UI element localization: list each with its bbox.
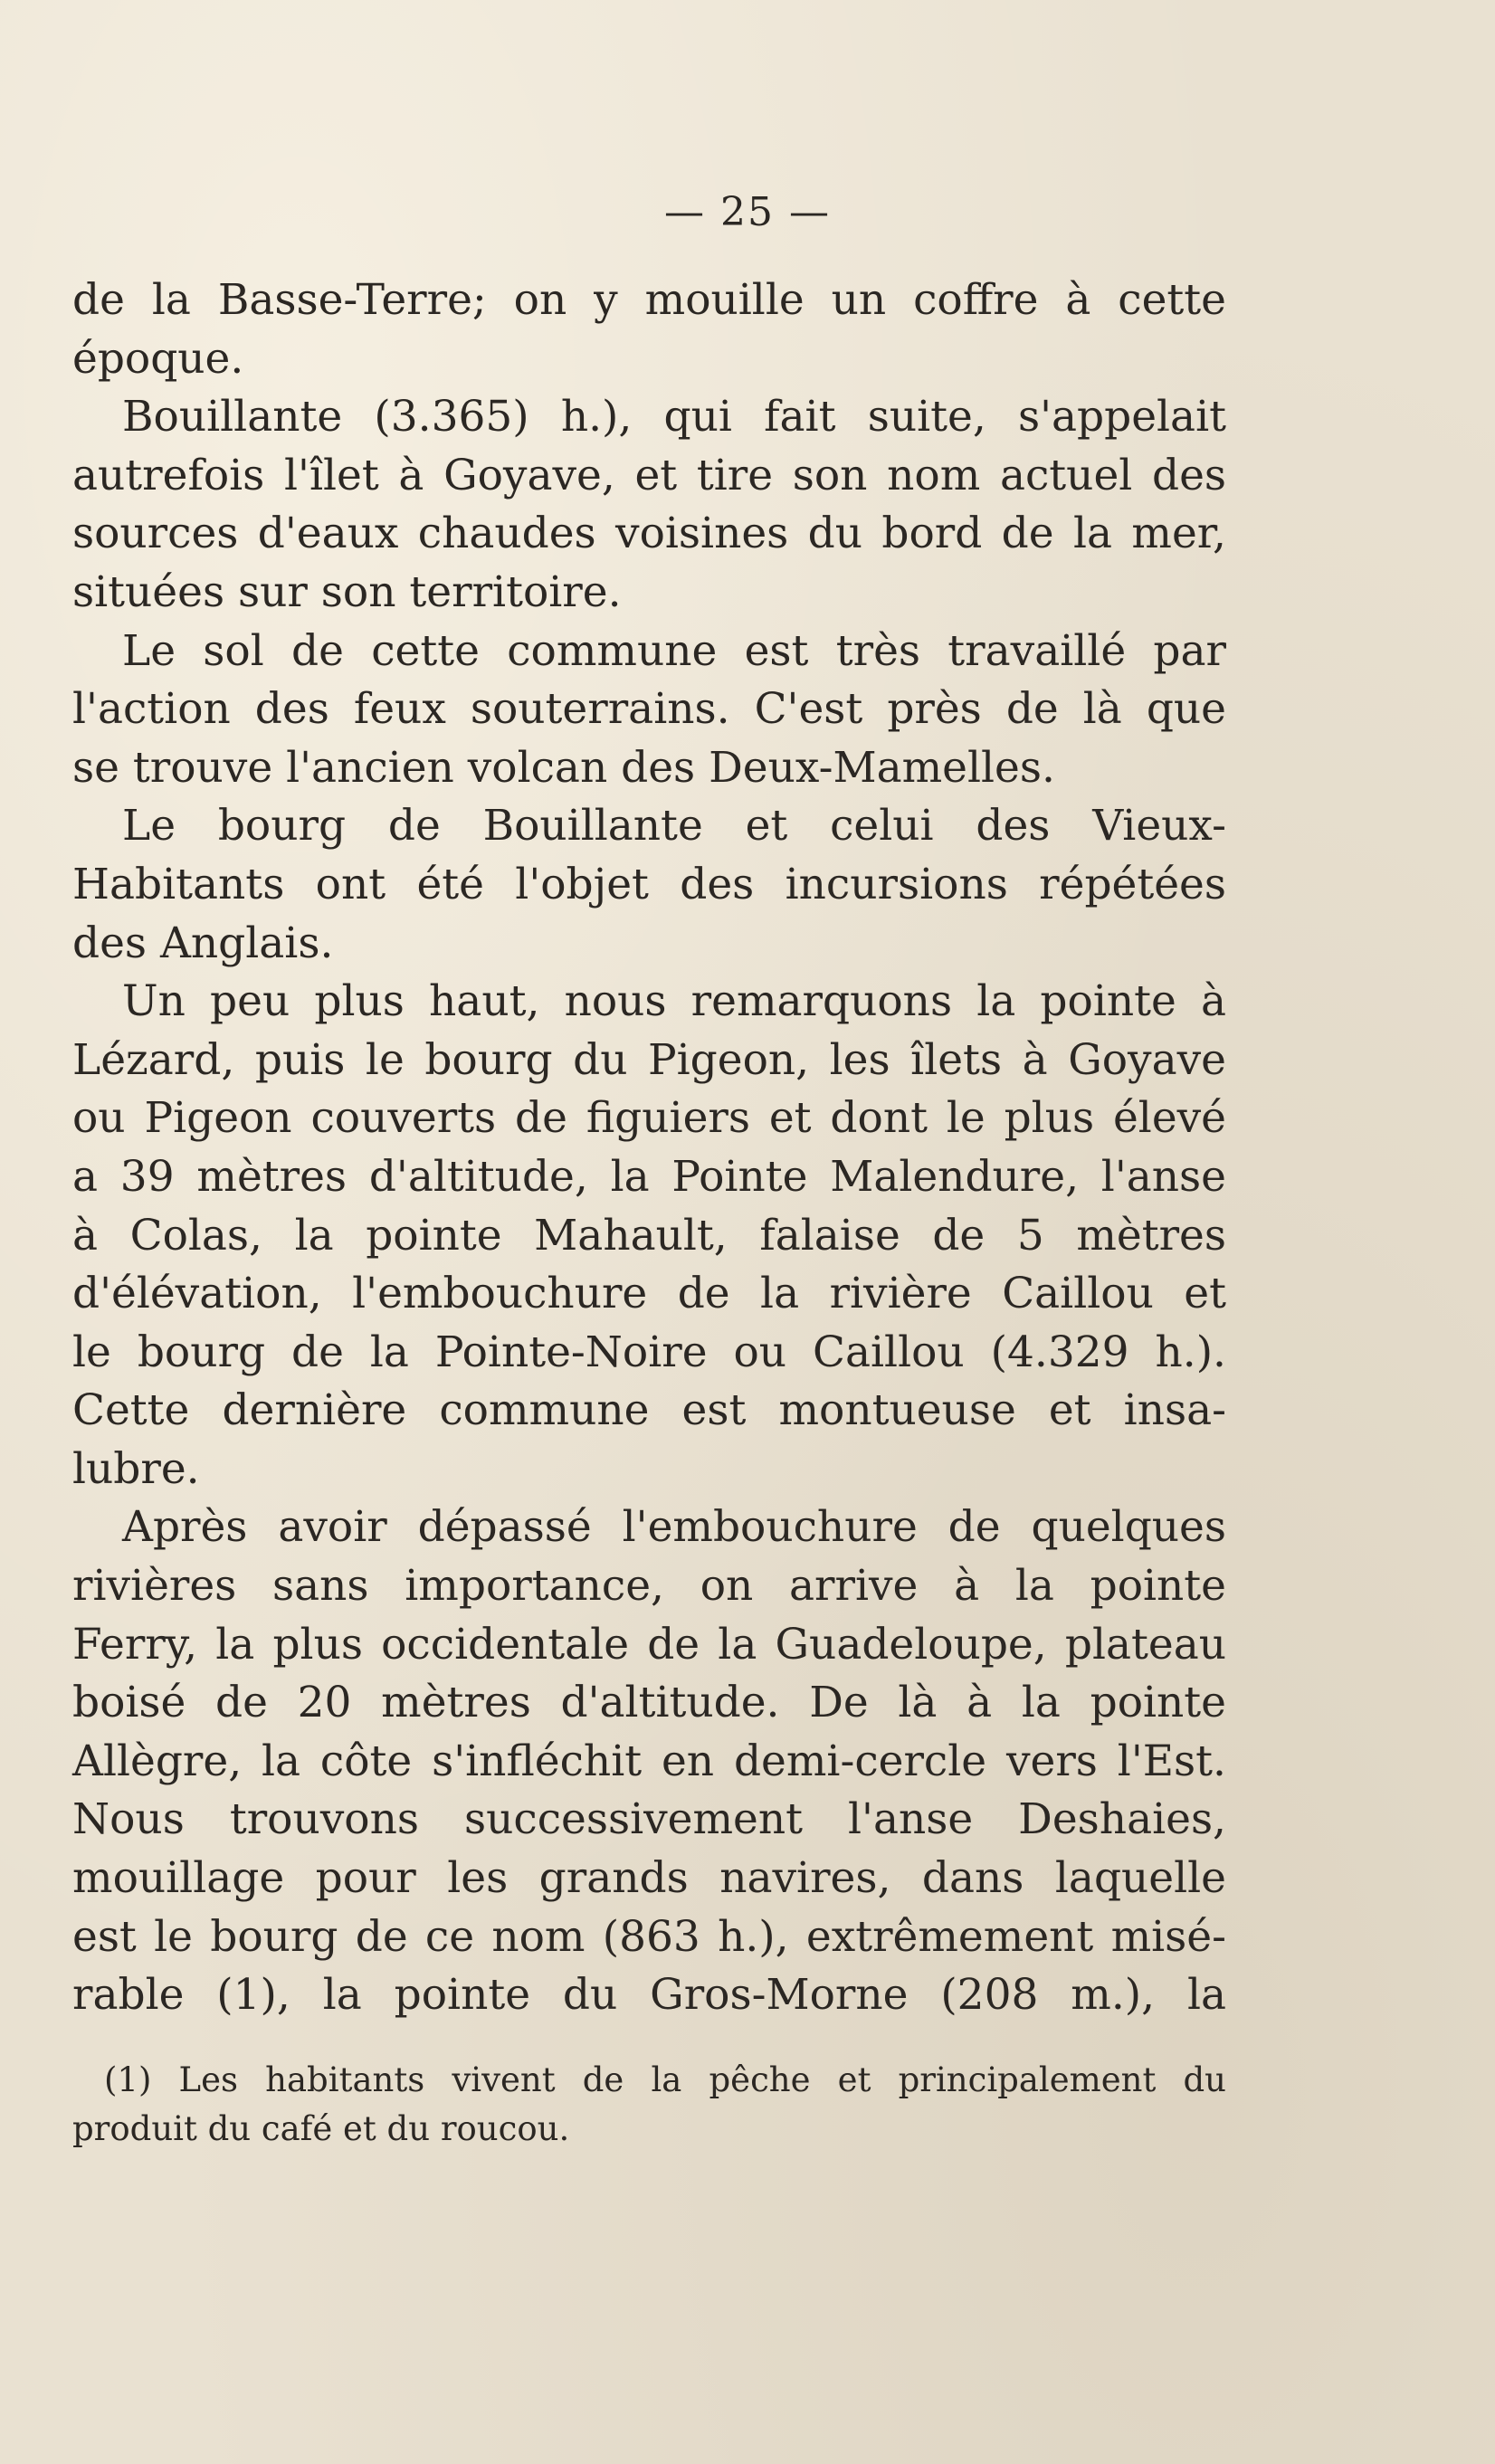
text-line: de la Basse-Terre; on y mouille un coffre à cette [72, 275, 1226, 325]
text-line: Cette dernière commune est montueuse et insa- [72, 1385, 1226, 1436]
text-line: boisé de 20 mètres d'altitude. De là à la pointe [72, 1678, 1226, 1728]
text-line: Habitants ont été l'objet des incursions répétées [72, 859, 1226, 909]
text-line: rivières sans importance, on arrive à la pointe [72, 1561, 1226, 1612]
text-line: l'action des feux souterrains. C'est près de là que [72, 684, 1226, 735]
footnote-line: produit du café et du roucou. [72, 2109, 570, 2148]
text-line: Ferry, la plus occidentale de la Guadeloupe, plateau [72, 1619, 1226, 1670]
text-line: Bouillante (3.365) h.), qui fait suite, s'appelait [122, 392, 1226, 442]
text-line: rable (1), la pointe du Gros-Morne (208 m.), la [72, 1970, 1226, 2021]
text-line: le bourg de la Pointe-Noire ou Caillou (4.329 h.). [72, 1327, 1226, 1377]
text-line: sources d'eaux chaudes voisines du bord de la mer, [72, 509, 1226, 559]
text-line: Un peu plus haut, nous remarquons la pointe à [122, 976, 1226, 1027]
text-line: est le bourg de ce nom (863 h.), extrêmement misé- [72, 1911, 1226, 1962]
footnote-line: (1) Les habitants vivent de la pêche et principalement du [104, 2060, 1226, 2099]
text-line: à Colas, la pointe Mahault, falaise de 5 mètres [72, 1210, 1226, 1261]
text-line: se trouve l'ancien volcan des Deux-Mamelles. [72, 742, 1055, 793]
body-text [72, 271, 1226, 2025]
text-line: a 39 mètres d'altitude, la Pointe Malendure, l'anse [72, 1151, 1226, 1202]
text-line: Le sol de cette commune est très travaillé par [122, 625, 1226, 676]
text-line: d'élévation, l'embouchure de la rivière Caillou et [72, 1269, 1226, 1319]
text-line: Lézard, puis le bourg du Pigeon, les îlets à Goyave [72, 1034, 1226, 1085]
text-line: Le bourg de Bouillante et celui des Vieux- [122, 801, 1226, 851]
text-line: époque. [72, 333, 244, 384]
text-line: Après avoir dépassé l'embouchure de quelques [122, 1502, 1226, 1553]
text-line: Allègre, la côte s'infléchit en demi-cercle vers l'Est. [72, 1736, 1226, 1786]
text-line: mouillage pour les grands navires, dans laquelle [72, 1853, 1226, 1904]
text-line: lubre. [72, 1443, 200, 1494]
text-line: autrefois l'îlet à Goyave, et tire son nom actuel des [72, 450, 1226, 500]
text-line: situées sur son territoire. [72, 566, 622, 617]
text-line: des Anglais. [72, 918, 334, 968]
footnote [72, 2056, 1226, 2154]
text-line: ou Pigeon couverts de figuiers et dont le plus élevé [72, 1093, 1226, 1144]
page-number: — 25 — [664, 189, 831, 235]
text-line: Nous trouvons successivement l'anse Deshaies, [72, 1794, 1226, 1845]
